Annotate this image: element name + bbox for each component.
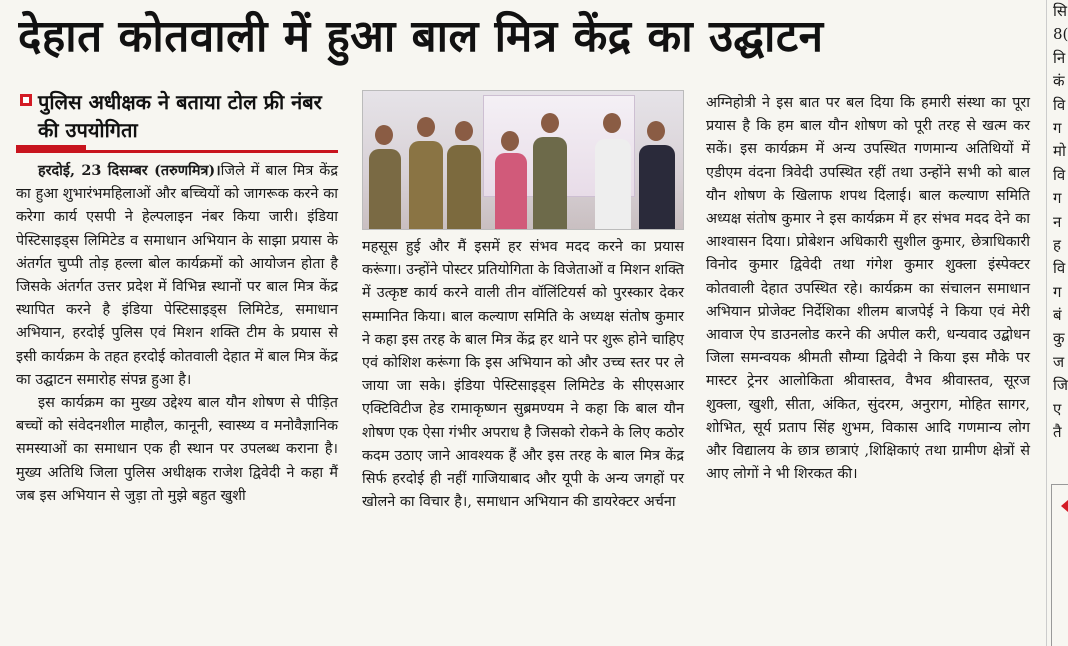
strip-line: तै <box>1053 423 1062 442</box>
photo-person <box>495 153 527 229</box>
photo-person <box>369 149 401 229</box>
strip-line: न <box>1053 212 1062 231</box>
strip-line: जि <box>1053 376 1068 395</box>
paragraph: इस कार्यक्रम का मुख्य उद्देश्य बाल यौन शोषण से पीड़ित बच्चों को संवेदनशील माहौल, कानूनी, स्वास्थ्य व मनोवैज्ञानिक समस्याओं का समाधान एक ही स्थान पर उपलब्ध कराना है। मुख्य अतिथि जिला पुलिस अधीक्षक राजेश द्विवेदी ने कहा मैं जब इस अभियान से जुड़ा तो मुझे बहुत खुशी <box>16 395 338 504</box>
strip-line: ए <box>1053 399 1062 418</box>
strip-line: 8( <box>1053 25 1068 44</box>
paragraph <box>16 159 338 392</box>
red-underline-accent <box>16 145 86 153</box>
strip-line: मो <box>1053 142 1066 161</box>
column-3 <box>706 92 1030 486</box>
strip-line: ज <box>1053 352 1065 371</box>
square-bullet-icon <box>20 94 32 106</box>
column-3-body <box>706 92 1030 486</box>
adjacent-article-strip <box>1046 0 1068 646</box>
strip-line: ग <box>1053 189 1062 208</box>
photo-person-head <box>541 113 559 133</box>
photo-person-head <box>417 117 435 137</box>
strip-line: वि <box>1053 95 1066 114</box>
photo-person <box>447 145 481 229</box>
dateline: हरदोई, 23 दिसम्बर (तरुणमित्र)। <box>38 162 221 179</box>
strip-line: बं <box>1053 306 1062 325</box>
column-2 <box>362 90 684 514</box>
paragraph-text: जिले में बाल मित्र केंद्र का हुआ शुभारंभमहिलाओं और बच्चियों को जागरूक करने का करेगा कार्य एसपी ने हेल्पलाइन नंबर किया जारी। इंडिया पेस्टिसाइड्स लिमिटेड व समाधान अभियान के साझा प्रयास के अंतर्गत चुप्पी तोड़ हल्ला बोल कार्यक्रमों को आयोजन होता है जिसके अंतर्गत उत्तर प्रदेश में विभिन्न स्थानों पर बाल मित्र केंद्र स्थापित करने है इंडिया पेस्टिसाइड्स लिमिटेड, समाधान अभियान, हरदोई पुलिस एवं मिशन शक्ति टीम के प्रयास से इसी कार्यक्रम के तहत हरदोई कोतवाली देहात में बाल मित्र केंद्र का उद्घाटन समारोह संपन्न हुआ है। <box>16 163 338 388</box>
event-photo <box>362 90 684 230</box>
paragraph: महसूस हुई और मैं इसमें हर संभव मदद करने का प्रयास करूंगा। उन्होंने पोस्टर प्रतियोगिता के विजेताओं व मिशन शक्ति में उत्कृष्ट कार्य करने वाली तीन वॉलिंटियर्स को पुरस्कार देकर सम्मानित किया। बाल कल्याण समिति के अध्यक्ष संतोष कुमार ने कहा इस तरह के बाल मित्र केंद्र हर थाने पर शुरू होने चाहिए एवं कोशिश करूंगा कि इस अभियान को और उच्च स्तर पर ले जाया जा सके। इंडिया पेस्टिसाइड्स लिमिटेड के सीएसआर एक्टिविटीज हेड रामाकृष्णन सुब्रमण्यम ने कहा कि बाल यौन शोषण एक ऐसा गंभीर अपराध है जिसको रोकने के लिए कठोर कदम उठाए जाने आवश्यक हैं और इस तरह के बाल मित्र केंद्र सिर्फ हरदोई ही नहीं गाजियाबाद और यूपी के अन्य जगहों पर खोलने का विचार है।, समाधान अभियान की डायरेक्टर अर्चना <box>362 239 684 511</box>
column-1 <box>16 88 338 508</box>
column-1-body <box>16 159 338 508</box>
paragraph: अग्निहोत्री ने इस बात पर बल दिया कि हमारी संस्था का पूरा प्रयास है कि हम बाल यौन शोषण को पूरी तरह से खत्म कर सकें। इस कार्यक्रम में अन्य उपस्थित गणमान्य अतिथियों में एडीएम वंदना त्रिवेदी उपस्थित रहीं तथा उन्होंने सभी को बाल यौन शोषण के खिलाफ शपथ दिलाई। बाल कल्याण समिति अध्यक्ष संतोष कुमार ने इस कार्यक्रम में हर संभव मदद देने का आश्वासन दिया। प्रोबेशन अधिकारी सुशील कुमार, छेत्राधिकारी विनोद कुमार द्विवेदी तथा गंगेश कुमार शुक्ला इंस्पेक्टर कोतवाली देहात उपस्थित रहे। कार्यक्रम का संचालन समाधान अभियान प्रोजेक्ट निर्देशिका शीलम बाजपेई ने किया एवं मेरी आवाज ऐप डाउनलोड करने की अपील करी, धन्यवाद उद्बोधन जिला समन्वयक श्रीमती सौम्या द्विवेदी ने किया इस मौके पर मास्टर ट्रेनर आलोकिता श्रीवास्तव, वैभव श्रीवास्तव, सूरज शुक्ला, खुशी, सीता, अंकित, सुंदरम, अनुराग, मोहित सागर, शोभित, सूर्य प्रताप सिंह शुभम, विकास आदि गणमान्य लोग और विद्यालय के छात्र छात्राएं ,शिक्षिकाएं तथा ग्रामीण क्षेत्रों से आए लोगों ने भी शिरकत की। <box>706 95 1030 483</box>
photo-person <box>595 139 631 229</box>
photo-person-head <box>501 131 519 151</box>
strip-line: ग <box>1053 118 1062 137</box>
photo-person-head <box>647 121 665 141</box>
red-triangle-icon <box>1055 494 1068 518</box>
subheading <box>16 88 338 153</box>
headline: देहात कोतवाली में हुआ बाल मित्र केंद्र का उद्घाटन <box>18 11 824 62</box>
strip-line: ह <box>1053 235 1061 254</box>
photo-person <box>533 137 567 229</box>
photo-person-head <box>603 113 621 133</box>
strip-line: वि <box>1053 165 1066 184</box>
photo-person-head <box>375 125 393 145</box>
strip-line: ग <box>1053 282 1062 301</box>
strip-line: वि <box>1053 259 1066 278</box>
column-2-body <box>362 236 684 514</box>
strip-line: कु <box>1053 329 1065 348</box>
photo-person <box>409 141 443 229</box>
photo-person-head <box>455 121 473 141</box>
strip-line: कं <box>1053 72 1065 91</box>
photo-person <box>639 145 675 229</box>
subheading-text: पुलिस अधीक्षक ने बताया टोल फ्री नंबर की उपयोगिता <box>38 90 322 142</box>
strip-line: सि <box>1053 2 1068 20</box>
strip-line: नि <box>1053 48 1066 67</box>
